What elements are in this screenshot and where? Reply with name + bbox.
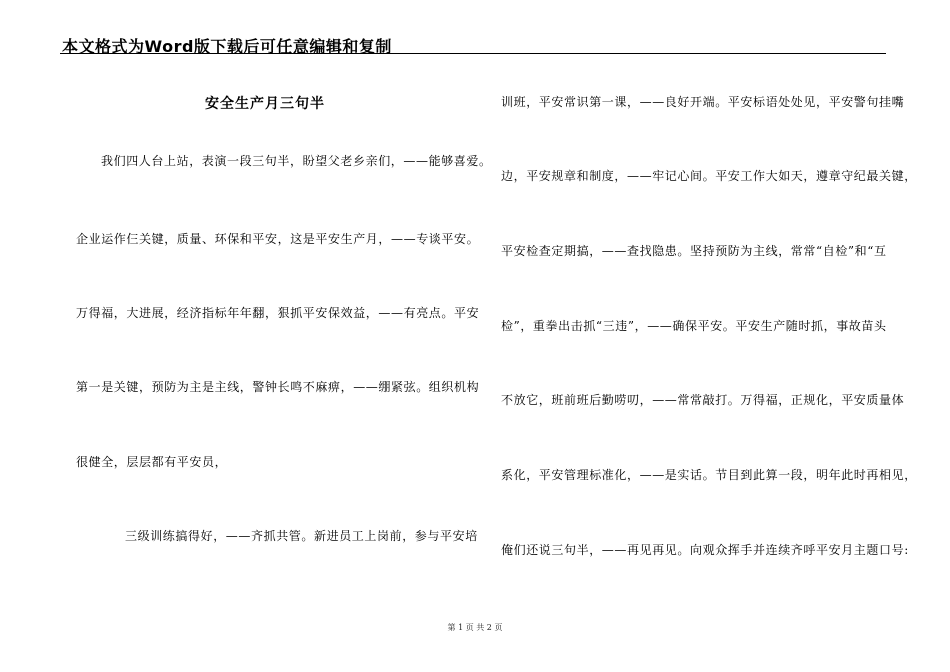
text-line: 训班，平安常识第一课，——良好开端。平安标语处处见，平安警句挂嘴 — [501, 95, 905, 109]
text-line: 三级训练搞得好，——齐抓共管。新进员工上岗前，参与平安培 — [125, 529, 478, 543]
text-line: 系化，平安管理标准化，——是实话。节目到此算一段，明年此时再相见， — [501, 468, 917, 482]
document-title: 安全生产月三句半 — [205, 96, 325, 112]
text-line: 平安检查定期搞，——查找隐患。坚持预防为主线，常常“自检”和“互 — [501, 244, 887, 258]
text-line: 万得福，大进展，经济指标年年翻，狠抓平安保效益，——有亮点。平安 — [76, 306, 480, 320]
text-line: 不放它，班前班后勤唠叨，——常常敲打。万得福，正规化，平安质量体 — [501, 393, 905, 407]
text-line: 很健全，层层都有平安员， — [76, 455, 228, 469]
text-line: 边，平安规章和制度，——牢记心间。平安工作大如天，遵章守纪最关键， — [501, 169, 917, 183]
download-banner: 本文格式为Word版下载后可任意编辑和复制 — [62, 37, 392, 56]
text-line: 我们四人台上站，表演一段三句半，盼望父老乡亲们，——能够喜爱。 — [101, 154, 492, 168]
text-line: 第一是关键，预防为主是主线，警钟长鸣不麻痹，——绷紧弦。组织机构 — [76, 380, 480, 394]
page-number: 第 1 页 共 2 页 — [447, 623, 503, 632]
text-line: 检”，重拳出击抓“三违”，——确保平安。平安生产随时抓，事故苗头 — [501, 319, 887, 333]
text-line: 俺们还说三句半，——再见再见。向观众挥手并连续齐呼平安月主题口号: — [501, 543, 909, 557]
text-line: 企业运作仨关键，质量、环保和平安，这是平安生产月，——专谈平安。 — [76, 232, 480, 246]
header-rule — [60, 53, 886, 54]
